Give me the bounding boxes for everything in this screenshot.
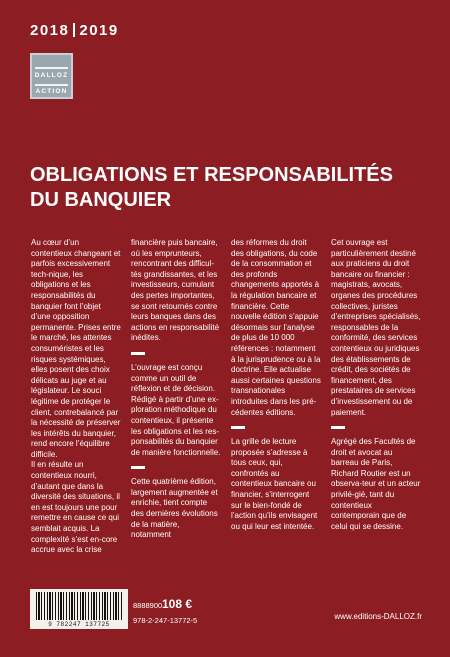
barcode-bars	[36, 592, 122, 620]
isbn: 978-2-247-13772-5	[133, 616, 198, 625]
paragraph: Cette quatrième édition, largement augmentée et enrichie, tient compte des dernières évolutions de la matière, notamment	[131, 477, 218, 540]
logo-text-action: ACTION	[35, 88, 68, 95]
text-column-4	[331, 238, 421, 532]
logo-rule-top	[35, 67, 68, 69]
paragraph: La grille de lecture proposée s’adresse à tous ceux, qui, confrontés au contentieux bancaire ou financier, s’interrogent sur le bien-fondé de l’action qu’ils envisagent ou qui leur est intentée.	[231, 437, 318, 531]
barcode	[30, 589, 128, 629]
paragraph: Il en résulte un contentieux nourri, d’autant que dans la diversité des situations, il en est toujours une pour remettre en cause ce qui semblait acquis. La complexité s’est en-core accrue avec la crise	[31, 460, 120, 555]
paragraph: Au cœur d’un contentieux changeant et parfois excessivement tech-nique, les obligations et les responsabilités du banquier font l’objet d’une opposition permanente. Prises entre le marché, les attentes consuméristes et les risques systémiques, elles posent des choix délicats au juge et au législateur. Le souci légitime de protéger le client, contrebalancé par la nécessité de préserver les intérêts du banquier, rend encore l’équilibre difficile.	[31, 238, 121, 459]
paragraph: des réformes du droit des obligations, du code de la consommation et des profonds changements apportés à la régulation bancaire et financière. Cette nouvelle édition s’appuie désormais sur l’analyse de plus de 10 000 références : notamment à la jurisprudence ou à la doctrine. Elle actualise aussi certaines questions transnationales introduites dans les pré-cédentes éditions.	[231, 238, 321, 417]
barcode-digits: 9 782247 137725	[48, 621, 110, 628]
logo-text-dalloz: DALLOZ	[34, 72, 69, 79]
title-line-1: OBLIGATIONS ET RESPONSABILITÉS	[30, 164, 393, 186]
year-separator	[73, 23, 75, 37]
dalloz-action-logo	[30, 53, 73, 99]
product-code: 8888900	[133, 601, 163, 610]
paragraph: L’ouvrage est conçu comme un outil de réflexion et de décision. Rédigé à partir d’une ex-ploration méthodique du contentieux, il présente les obligations et les res-ponsabilités du banquier de manière fonctionnelle.	[131, 362, 221, 457]
paragraph: financière puis bancaire, où les emprunteurs, rencontrant des difficul-tés grandissantes, et les investisseurs, cumulant des pertes importantes, se sont retournés contre leurs banques dans des actions en responsabilité inédites.	[131, 238, 220, 343]
text-column-2	[131, 238, 221, 541]
text-column-3	[231, 238, 321, 532]
logo-rule-middle	[35, 84, 68, 86]
section-divider	[131, 466, 145, 469]
paragraph: Agrégé des Facultés de droit et avocat au barreau de Paris, Richard Routier est un observa-teur et un acteur privilé-gié, tant du contentieux contemporain que de celui qui se dessine.	[331, 437, 421, 531]
book-title	[30, 163, 430, 213]
publisher-website: www.editions-DALLOZ.fr	[334, 612, 422, 621]
text-column-1	[31, 238, 121, 556]
title-line-2: DU BANQUIER	[30, 189, 172, 211]
section-divider	[231, 426, 245, 429]
edition-year-end: 2019	[79, 22, 119, 39]
price: 108 €	[162, 597, 193, 611]
paragraph: Cet ouvrage est particulièrement destiné aux praticiens du droit bancaire ou financier : magistrats, avocats, organes des procédures collectives, juristes d’entreprises spécialisés, responsables de la conformité, des services contentieux ou juridiques des établissements de crédit, des sociétés de financement, des prestataires de services d’investissement ou de paiement.	[331, 238, 421, 417]
edition-years	[30, 22, 119, 39]
section-divider	[331, 426, 345, 429]
section-divider	[131, 352, 145, 355]
edition-year-start: 2018	[30, 22, 70, 39]
